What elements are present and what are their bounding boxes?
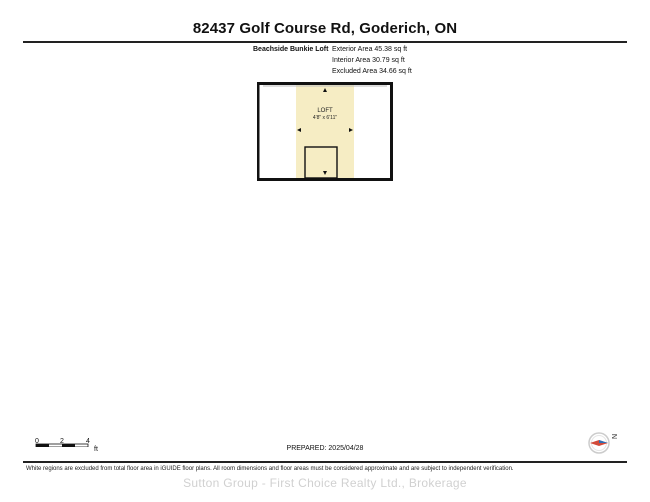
footer-divider [23, 461, 627, 463]
scale-tick-4: 4 [86, 438, 90, 445]
brokerage-watermark: Sutton Group - First Choice Realty Ltd., Brokerage [183, 476, 467, 490]
floor-section-name: Beachside Bunkie Loft [253, 46, 329, 53]
scale-unit: ft [94, 446, 98, 453]
exterior-area: Exterior Area 45.38 sq ft [332, 46, 408, 53]
scale-tick-0: 0 [35, 438, 39, 445]
room-name: LOFT [317, 108, 333, 114]
compass-north-label: N [612, 433, 619, 439]
room-dimensions: 4'8" x 6'11" [312, 115, 338, 121]
scale-tick-2: 2 [60, 438, 64, 445]
page-title: 82437 Golf Course Rd, Goderich, ON [192, 20, 458, 37]
excluded-area: Excluded Area 34.66 sq ft [332, 68, 412, 75]
disclaimer-text: White regions are excluded from total floor area in iGUIDE floor plans. All room dimensions and floor areas must be considered approximate and are subject to independent verification. [26, 466, 514, 472]
header-divider [23, 41, 627, 43]
interior-area: Interior Area 30.79 sq ft [332, 57, 405, 64]
prepared-date: PREPARED: 2025/04/28 [286, 445, 364, 452]
floor-plan [257, 82, 393, 181]
compass-icon [587, 431, 623, 455]
